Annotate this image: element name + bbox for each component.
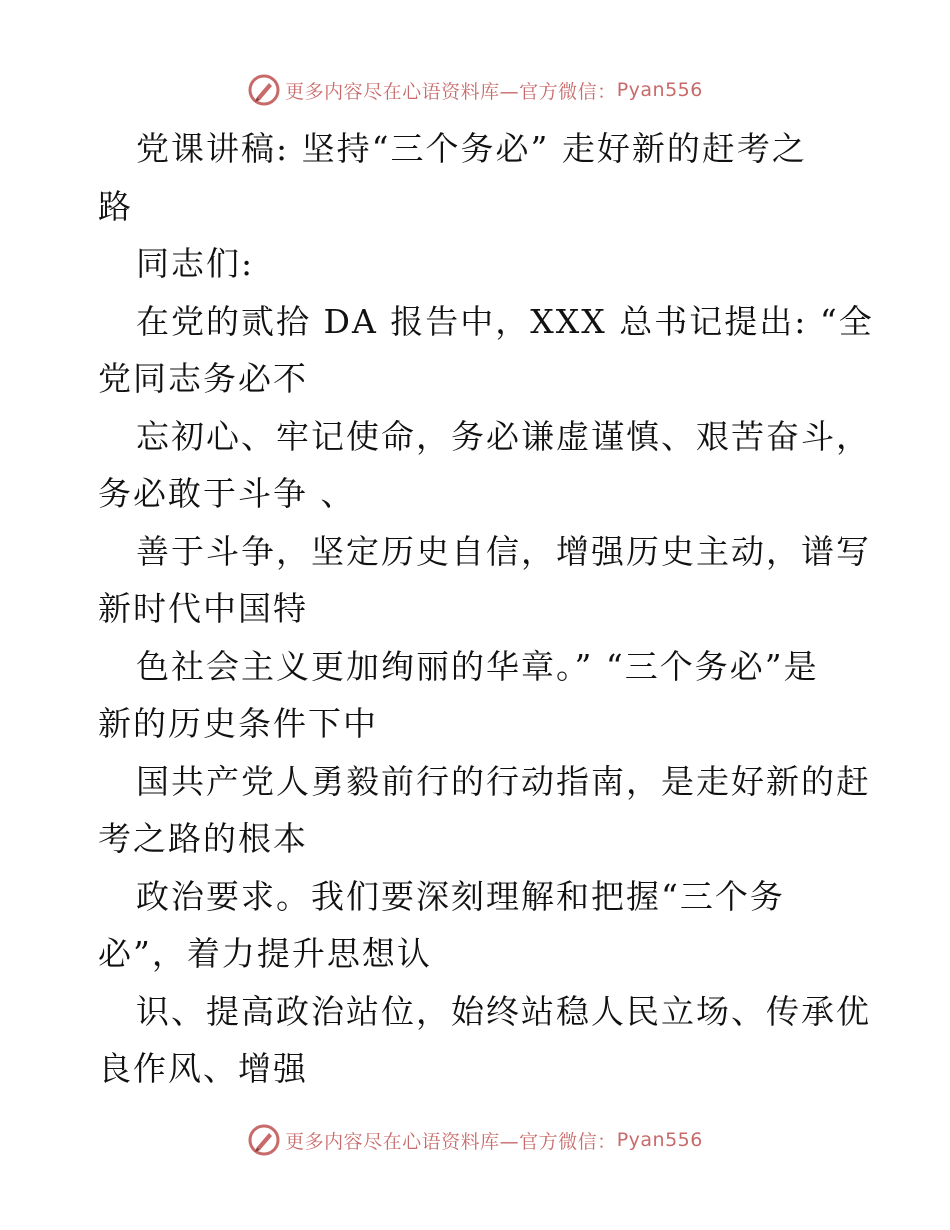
text-line: 新时代中国特 <box>98 589 308 628</box>
text-line: 在党的贰拾 DA 报告中，XXX 总书记提出: “全 <box>136 301 874 341</box>
watermark-dash-text: —官方微信： <box>499 80 617 103</box>
pen-logo-icon <box>247 73 281 107</box>
text-line: 色社会主义更加绚丽的华章。” “三个务必”是 <box>136 646 819 686</box>
header-watermark <box>0 68 950 112</box>
footer-watermark <box>0 1118 950 1162</box>
text-line: 路 <box>98 186 133 226</box>
watermark-id-text: Pyan556 <box>616 1129 703 1151</box>
text-line: 党课讲稿: 坚持“三个务必” 走好新的赶考之 <box>136 129 807 168</box>
watermark-main-text: 更多内容尽在心语资料库 <box>285 80 500 103</box>
text-line: 新的历史条件下中 <box>98 704 378 743</box>
text-line: 必”，着力提升思想认 <box>98 934 432 973</box>
pen-logo-icon <box>247 1123 281 1157</box>
watermark-id-text: Pyan556 <box>616 79 703 101</box>
text-line: 国共产党人勇毅前行的行动指南，是走好新的赶 <box>136 761 871 801</box>
text-line: 识、提高政治站位，始终站稳人民立场、传承优 <box>136 991 871 1031</box>
text-line: 党同志务必不 <box>98 359 308 398</box>
text-line: 同志们: <box>136 244 255 283</box>
watermark-dash-text: —官方微信： <box>499 1130 617 1153</box>
watermark-main-text: 更多内容尽在心语资料库 <box>285 1130 500 1153</box>
document-body <box>98 120 874 1098</box>
text-line: 忘初心、牢记使命，务必谦虚谨慎、艰苦奋斗， <box>136 416 871 456</box>
text-line: 考之路的根本 <box>98 819 308 858</box>
text-line: 务必敢于斗争 、 <box>98 474 356 513</box>
text-line: 善于斗争，坚定历史自信，增强历史主动，谱写 <box>136 531 871 571</box>
text-line: 良作风、增强 <box>98 1049 308 1088</box>
text-line: 政治要求。我们要深刻理解和把握“三个务 <box>136 876 785 916</box>
